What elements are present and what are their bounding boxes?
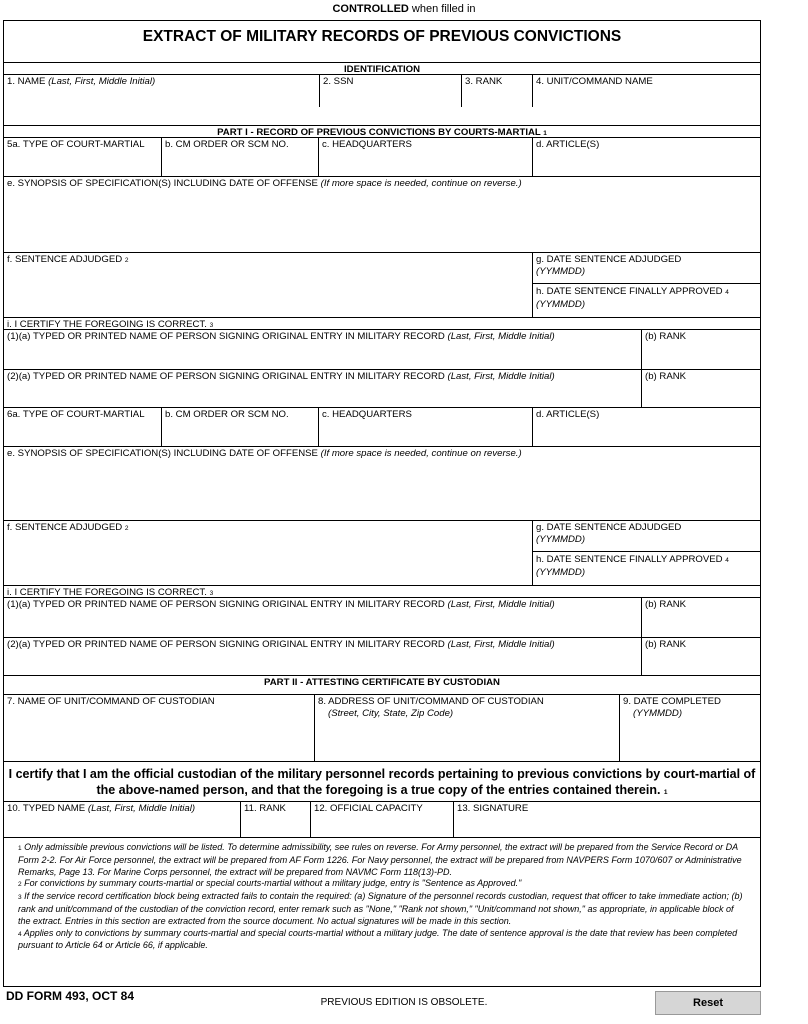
custodian-name-field[interactable] [4, 695, 314, 761]
entry2-date-approved-note: 4 [725, 557, 729, 564]
entry2-synopsis-field[interactable] [4, 447, 760, 520]
entry2-hq-label: c. HEADQUARTERS [322, 409, 412, 420]
entry1-signer2-label: (2)(a) TYPED OR PRINTED NAME OF PERSON SIGNING ORIGINAL ENTRY IN MILITARY RECORD [7, 371, 445, 382]
footnote-3-text: If the service record certification block being extracted fails to contain the required: (a) Signature of the personnel records custodian, request that officer to take immediate action; (b) rank and unit/command of the custodian of the conviction record, enter remark such as "None," "Rank not shown," "Unit/command not shown," as appropriate, in applicable block of the extract. Entries in this section are extracted from the source document. No actual signatures will be made in this section. [18, 891, 743, 926]
footnote-1-num: 1 [18, 845, 22, 852]
entry1-type-field[interactable] [4, 138, 161, 176]
entry1-type-label: 5a. TYPE OF COURT-MARTIAL [7, 139, 145, 150]
part2-heading-row [4, 675, 760, 687]
ssn-field[interactable] [319, 75, 461, 107]
entry2-certify-row [4, 585, 760, 597]
entry1-signer2-name-field[interactable] [4, 370, 641, 407]
certificate-row [4, 761, 760, 801]
name-field[interactable] [4, 75, 319, 107]
entry2-certify-label: i. I CERTIFY THE FOREGOING IS CORRECT. [7, 587, 207, 598]
entry1-date-approved-hint: (YYMMDD) [536, 299, 586, 310]
rank-label: 3. RANK [465, 76, 503, 87]
footnote-3-num: 3 [18, 894, 22, 902]
entry1-sentence-note: 2 [124, 257, 129, 264]
entry1-sentence-field[interactable] [4, 253, 532, 317]
entry2-date-adjudged-field[interactable] [536, 522, 757, 552]
part1-heading-text: PART I - RECORD OF PREVIOUS CONVICTIONS BY COURTS-MARTIAL [217, 127, 541, 138]
entry1-synopsis-row [4, 176, 760, 252]
signature-field[interactable] [453, 802, 760, 837]
entry1-date-approved-field[interactable] [536, 284, 757, 311]
entry2-date-approved-hint: (YYMMDD) [536, 567, 586, 578]
custodian-certificate [4, 762, 760, 801]
footnote-4 [18, 928, 746, 953]
entry1-signer2-row [4, 369, 760, 407]
entry1-date-approved-label: h. DATE SENTENCE FINALLY APPROVED [536, 286, 723, 297]
entry2-hq-field[interactable] [318, 408, 532, 446]
entry1-signer2-hint: (Last, First, Middle Initial) [447, 371, 555, 382]
title-row [4, 21, 760, 51]
entry2-signer1-label: (1)(a) TYPED OR PRINTED NAME OF PERSON SIGNING ORIGINAL ENTRY IN MILITARY RECORD [7, 599, 445, 610]
obsolete-notice: PREVIOUS EDITION IS OBSOLETE. [320, 997, 488, 1008]
entry2-synopsis-label: e. SYNOPSIS OF SPECIFICATION(S) INCLUDING DATE OF OFFENSE [7, 448, 318, 459]
entry1-sentence-row [4, 252, 760, 317]
entry2-article-label: d. ARTICLE(S) [536, 409, 600, 420]
entry2-certify-note: 3 [209, 590, 214, 597]
entry1-signer2-rank-label: (b) RANK [645, 371, 687, 382]
entry1-signer1-label: (1)(a) TYPED OR PRINTED NAME OF PERSON SIGNING ORIGINAL ENTRY IN MILITARY RECORD [7, 331, 445, 342]
typed-name-field[interactable] [4, 802, 240, 837]
custodian-rank-label: 11. RANK [244, 803, 286, 814]
entry1-certify-label-cell [4, 318, 760, 329]
official-capacity-field[interactable] [310, 802, 453, 837]
entry1-synopsis-hint: (If more space is needed, continue on reverse.) [320, 178, 522, 189]
entry1-dates-block [532, 253, 760, 317]
entry2-signer2-hint: (Last, First, Middle Initial) [447, 639, 555, 650]
when-filled-text: when filled in [411, 3, 476, 15]
custodian-address-label: 8. ADDRESS OF UNIT/COMMAND OF CUSTODIAN [318, 696, 544, 707]
typed-name-label: 10. TYPED NAME [7, 803, 86, 814]
ssn-label: 2. SSN [323, 76, 354, 87]
entry2-signer1-name-field[interactable] [4, 598, 641, 637]
controlled-notice [0, 3, 808, 15]
typed-name-hint: (Last, First, Middle Initial) [87, 803, 196, 814]
identification-row [4, 74, 760, 107]
entry2-type-field[interactable] [4, 408, 161, 446]
entry2-date-adjudged-label: g. DATE SENTENCE ADJUDGED [536, 522, 682, 533]
footnote-2 [18, 878, 746, 891]
custodian-address-field[interactable] [314, 695, 619, 761]
custodian-address-hint: (Street, City, State, Zip Code) [328, 708, 454, 719]
entry1-sentence-label: f. SENTENCE ADJUDGED [7, 254, 123, 265]
footnote-2-text: For convictions by summary courts-martial or special courts-martial without a military judge, entry is "Sentence as Approved." [24, 878, 522, 889]
entry1-signer2-rank-field[interactable] [641, 370, 760, 407]
part1-heading-row [4, 125, 760, 137]
entry2-signer1-hint: (Last, First, Middle Initial) [447, 599, 555, 610]
custodian-row [4, 694, 760, 761]
entry1-signer1-hint: (Last, First, Middle Initial) [447, 331, 555, 342]
entry2-signer2-name-field[interactable] [4, 638, 641, 675]
entry2-sentence-note: 2 [124, 525, 129, 532]
entry1-date-adjudged-field[interactable] [536, 254, 757, 284]
part1-heading [4, 126, 760, 137]
controlled-word: CONTROLLED [332, 3, 409, 15]
entry2-date-adjudged-hint: (YYMMDD) [536, 534, 586, 545]
form-body [3, 20, 761, 987]
custodian-rank-field[interactable] [240, 802, 310, 837]
footnotes [4, 838, 760, 987]
entry2-sentence-row [4, 520, 760, 585]
entry1-article-field[interactable] [532, 138, 760, 176]
custodian-name-label: 7. NAME OF UNIT/COMMAND OF CUSTODIAN [7, 696, 215, 707]
entry1-cm-field[interactable] [161, 138, 318, 176]
unit-field[interactable] [532, 75, 760, 107]
entry1-signer1-rank-field[interactable] [641, 330, 760, 369]
form-title: EXTRACT OF MILITARY RECORDS OF PREVIOUS CONVICTIONS [142, 28, 622, 45]
entry2-signer2-rank-field[interactable] [641, 638, 760, 675]
entry1-synopsis-label: e. SYNOPSIS OF SPECIFICATION(S) INCLUDING DATE OF OFFENSE [7, 178, 318, 189]
entry2-cm-field[interactable] [161, 408, 318, 446]
entry1-date-adjudged-hint: (YYMMDD) [536, 266, 586, 277]
entry1-dates-divider [533, 283, 760, 284]
date-completed-hint: (YYMMDD) [633, 708, 683, 719]
entry2-signer2-row [4, 637, 760, 675]
footnote-4-num: 4 [18, 930, 22, 938]
entry2-signer1-rank-field[interactable] [641, 598, 760, 637]
entry2-signer1-row [4, 597, 760, 637]
entry2-certify-label-cell [4, 586, 760, 597]
entry2-cm-label: b. CM ORDER OR SCM NO. [165, 409, 289, 420]
entry2-signer2-label: (2)(a) TYPED OR PRINTED NAME OF PERSON SIGNING ORIGINAL ENTRY IN MILITARY RECORD [7, 639, 445, 650]
signature-label: 13. SIGNATURE [457, 803, 529, 814]
name-hint: (Last, First, Middle Initial) [48, 76, 156, 87]
entry2-signer1-rank-label: (b) RANK [645, 599, 687, 610]
entry1-date-approved-note: 4 [725, 289, 729, 296]
entry2-synopsis-hint: (If more space is needed, continue on reverse.) [320, 448, 522, 459]
custodian-certificate-note: 1 [663, 789, 668, 796]
entry1-signer1-rank-label: (b) RANK [645, 331, 687, 342]
unit-label: 4. UNIT/COMMAND NAME [536, 76, 653, 87]
entry2-synopsis-row [4, 446, 760, 520]
entry1-certify-note: 3 [209, 322, 214, 329]
rank-field[interactable] [461, 75, 532, 107]
entry1-synopsis-field[interactable] [4, 177, 760, 252]
entry2-article-field[interactable] [532, 408, 760, 446]
part1-heading-note: 1 [543, 130, 547, 137]
signature-row [4, 801, 760, 837]
entry1-certify-label: i. I CERTIFY THE FOREGOING IS CORRECT. [7, 319, 207, 330]
entry1-signer1-name-field[interactable] [4, 330, 641, 369]
entry1-article-label: d. ARTICLE(S) [536, 139, 600, 150]
date-completed-field[interactable] [619, 695, 760, 761]
entry1-cm-label: b. CM ORDER OR SCM NO. [165, 139, 289, 150]
entry2-sentence-field[interactable] [4, 521, 532, 585]
name-label: 1. NAME [7, 76, 46, 87]
footnotes-row [4, 837, 760, 987]
identification-heading-row [4, 62, 760, 74]
reset-button[interactable]: Reset [655, 991, 761, 1015]
entry1-certify-row [4, 317, 760, 329]
entry2-sentence-label: f. SENTENCE ADJUDGED [7, 522, 123, 533]
custodian-certificate-text: I certify that I am the official custodian of the military personnel records pertaining to previous convictions by court-martial of the above-named person, and that the foregoing is a true copy of the entries contained therein. [8, 767, 756, 797]
footnote-1-text: Only admissible previous convictions will be listed. To determine admissibility, see rules on reverse. For Army personnel, the extract will be prepared from the Service Record or DA Form 2-2. For Air Force personnel, the extract will be prepared from AF Form 1226. For Navy personnel, the extract will be prepared from NAVPERS Form 1070/607 or Administrative Remarks, Page 13. For Marine Corps personnel, the extract will be prepared from NAVMC Form 118(13)-PD. [18, 842, 742, 877]
entry2-date-approved-label: h. DATE SENTENCE FINALLY APPROVED [536, 554, 723, 565]
entry2-header-row [4, 407, 760, 446]
footnote-1 [18, 842, 746, 878]
entry2-signer2-rank-label: (b) RANK [645, 639, 687, 650]
entry1-hq-label: c. HEADQUARTERS [322, 139, 412, 150]
identification-heading: IDENTIFICATION [343, 64, 421, 75]
entry1-signer1-row [4, 329, 760, 369]
entry2-dates-divider [533, 551, 760, 552]
footnote-2-num: 2 [18, 881, 22, 889]
footnote-4-text: Applies only to convictions by summary courts-martial and special courts-martial without a military judge. The date of sentence approval is the date that review has been completed pursuant to Article 64 or Article 66, if applicable. [18, 927, 738, 951]
part2-heading: PART II - ATTESTING CERTIFICATE BY CUSTODIAN [264, 677, 500, 688]
official-capacity-label: 12. OFFICIAL CAPACITY [314, 803, 423, 814]
entry2-type-label: 6a. TYPE OF COURT-MARTIAL [7, 409, 145, 420]
entry1-header-row [4, 137, 760, 176]
date-completed-label: 9. DATE COMPLETED [623, 696, 721, 707]
entry2-dates-block [532, 521, 760, 585]
entry1-hq-field[interactable] [318, 138, 532, 176]
form-identifier: DD FORM 493, OCT 84 [6, 989, 135, 1003]
entry1-date-adjudged-label: g. DATE SENTENCE ADJUDGED [536, 254, 682, 265]
footnote-3 [18, 891, 746, 927]
entry2-date-approved-field[interactable] [536, 552, 757, 579]
